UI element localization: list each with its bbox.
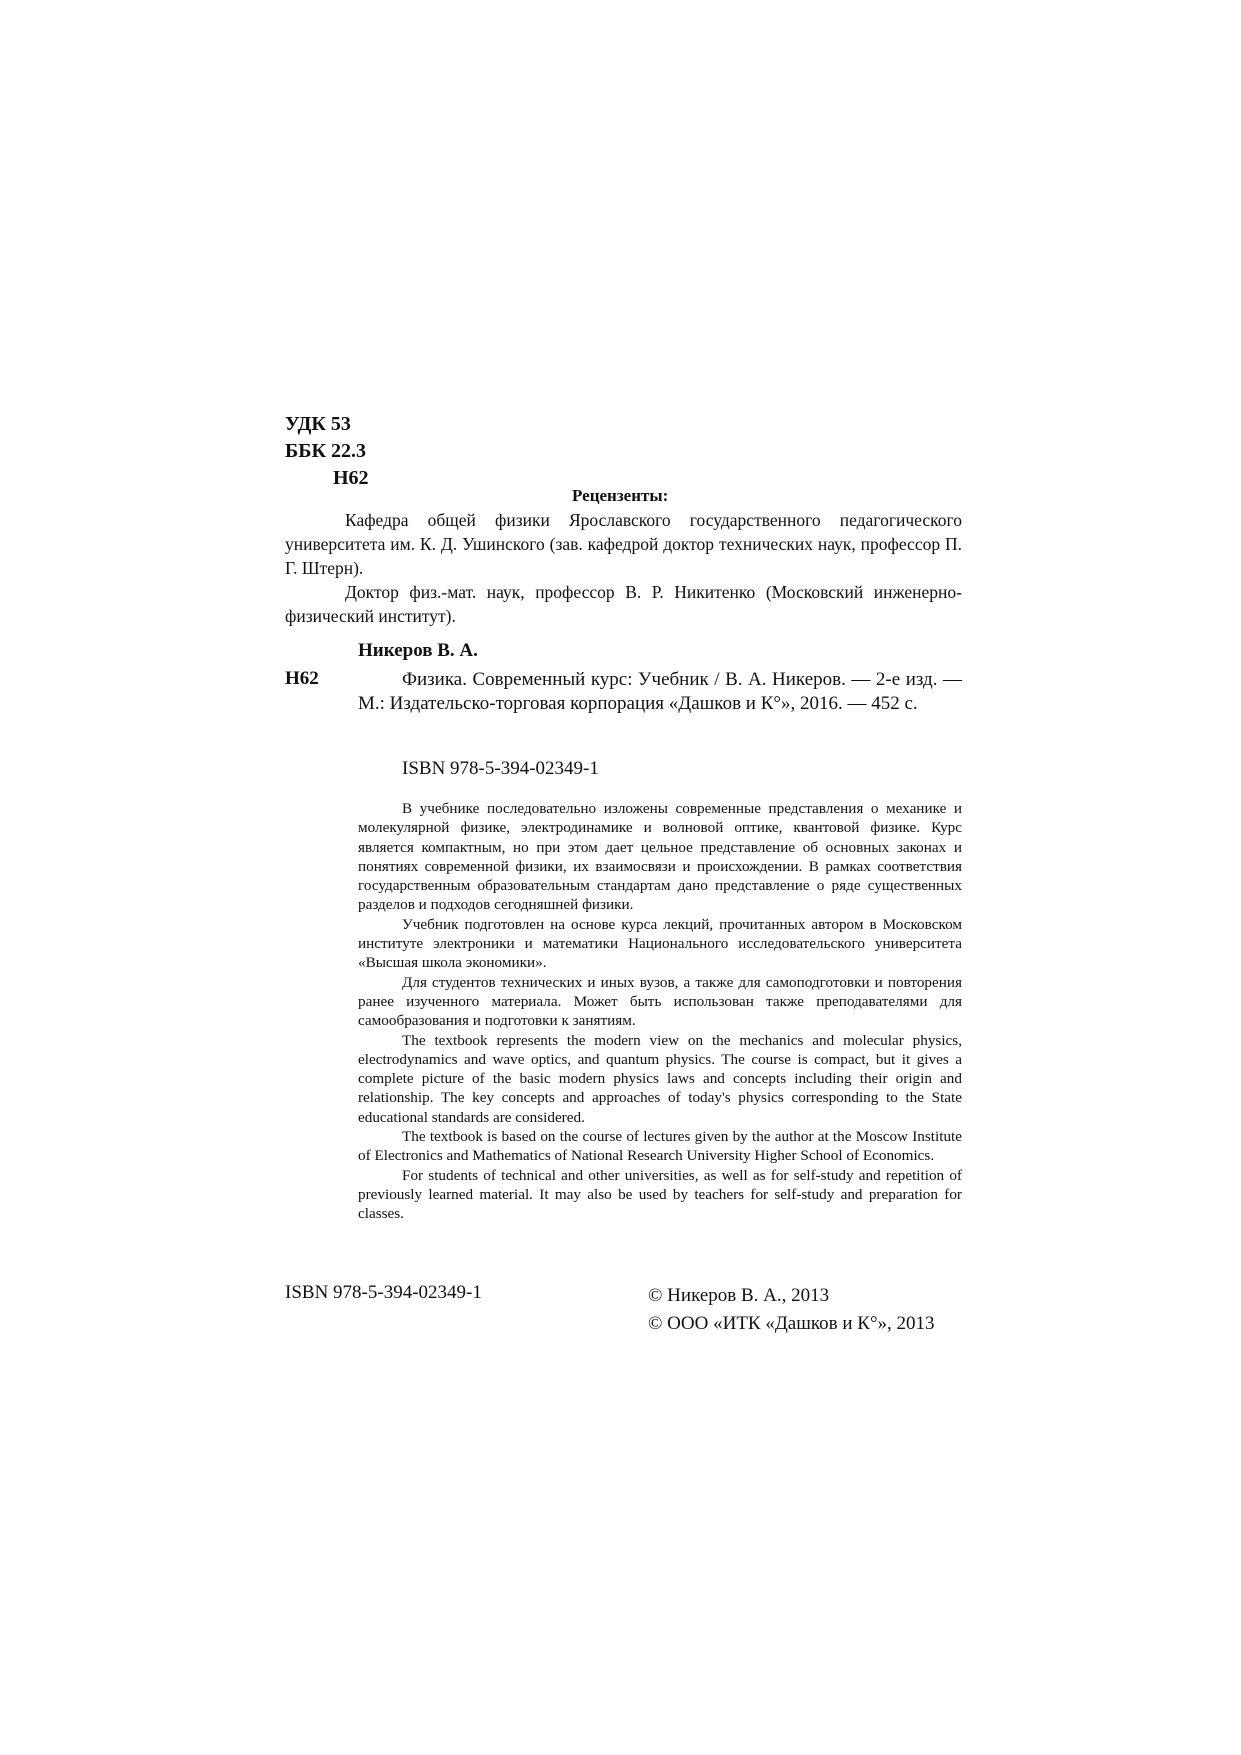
copyright-author: © Никеров В. А., 2013 bbox=[648, 1285, 830, 1306]
classification-codes bbox=[285, 411, 369, 492]
copyright-publisher: © ООО «ИТК «Дашков и К°», 2013 bbox=[648, 1313, 935, 1334]
bibliographic-cutter-code: Н62 bbox=[285, 668, 319, 689]
reviewers-heading: Рецензенты: bbox=[572, 486, 669, 505]
annotation-paragraph: The textbook represents the modern view on the mechanics and molecular physics, electrodynamics and wave optics, and quantum physics. The course is compact, but it gives a complete picture of the basic modern physics laws and concepts including their origin and relationship. The key concepts and approaches of today's physics corresponding to the State educational standards are considered. bbox=[358, 1031, 962, 1126]
annotation-paragraph: Для студентов технических и иных вузов, а также для самоподготовки и повторения ранее изученного материала. Может быть использован также преподавателями для самообразования и подготовки к занятиям. bbox=[358, 973, 962, 1030]
reviewer-entry: Кафедра общей физики Ярославского государственного педагогического университета им. К. Д. Ушинского (зав. кафедрой доктор технических наук, профессор П. Г. Штерн). bbox=[285, 510, 962, 578]
cutter-code: Н62 bbox=[333, 467, 369, 489]
bbk-code: ББК 22.3 bbox=[285, 440, 366, 462]
udk-code: УДК 53 bbox=[285, 413, 351, 435]
bibliographic-description bbox=[358, 668, 962, 716]
reviewer-entry: Доктор физ.-мат. наук, профессор В. Р. Никитенко (Московский инженерно-физический институт). bbox=[285, 582, 962, 626]
reviewers-list bbox=[285, 508, 962, 628]
annotation bbox=[358, 799, 962, 1224]
annotation-paragraph: For students of technical and other universities, as well as for self-study and repetition of previously learned material. It may also be used by teachers for self-study and preparation for classes. bbox=[358, 1166, 962, 1223]
annotation-paragraph: The textbook is based on the course of lectures given by the author at the Moscow Institute of Electronics and Mathematics of National Research University Higher School of Economics. bbox=[358, 1128, 962, 1165]
isbn-main: ISBN 978-5-394-02349-1 bbox=[402, 758, 599, 779]
copyright-block bbox=[648, 1282, 935, 1338]
annotation-paragraph: В учебнике последовательно изложены современные представления о механике и молекулярной физике, электродинамике и волновой оптике, квантовой физике. Курс является компактным, но при этом дает цельное представление об основных законах и понятиях современной физики, их взаимосвязи и происхождении. В рамках соответствия государственным образовательным стандартам дано представление о ряде существенных разделов и подходов сегодняшней физики. bbox=[358, 800, 962, 914]
book-description: Физика. Современный курс: Учебник / В. А. Никеров. — 2-е изд. — М.: Издательско-торговая корпорация «Дашков и К°», 2016. — 452 с. bbox=[358, 669, 962, 714]
isbn-footer: ISBN 978-5-394-02349-1 bbox=[285, 1282, 482, 1303]
annotation-paragraph: Учебник подготовлен на основе курса лекций, прочитанных автором в Московском институте электроники и математики Национального исследовательского университета «Высшая школа экономики». bbox=[358, 915, 962, 972]
author-name: Никеров В. А. bbox=[358, 640, 478, 661]
